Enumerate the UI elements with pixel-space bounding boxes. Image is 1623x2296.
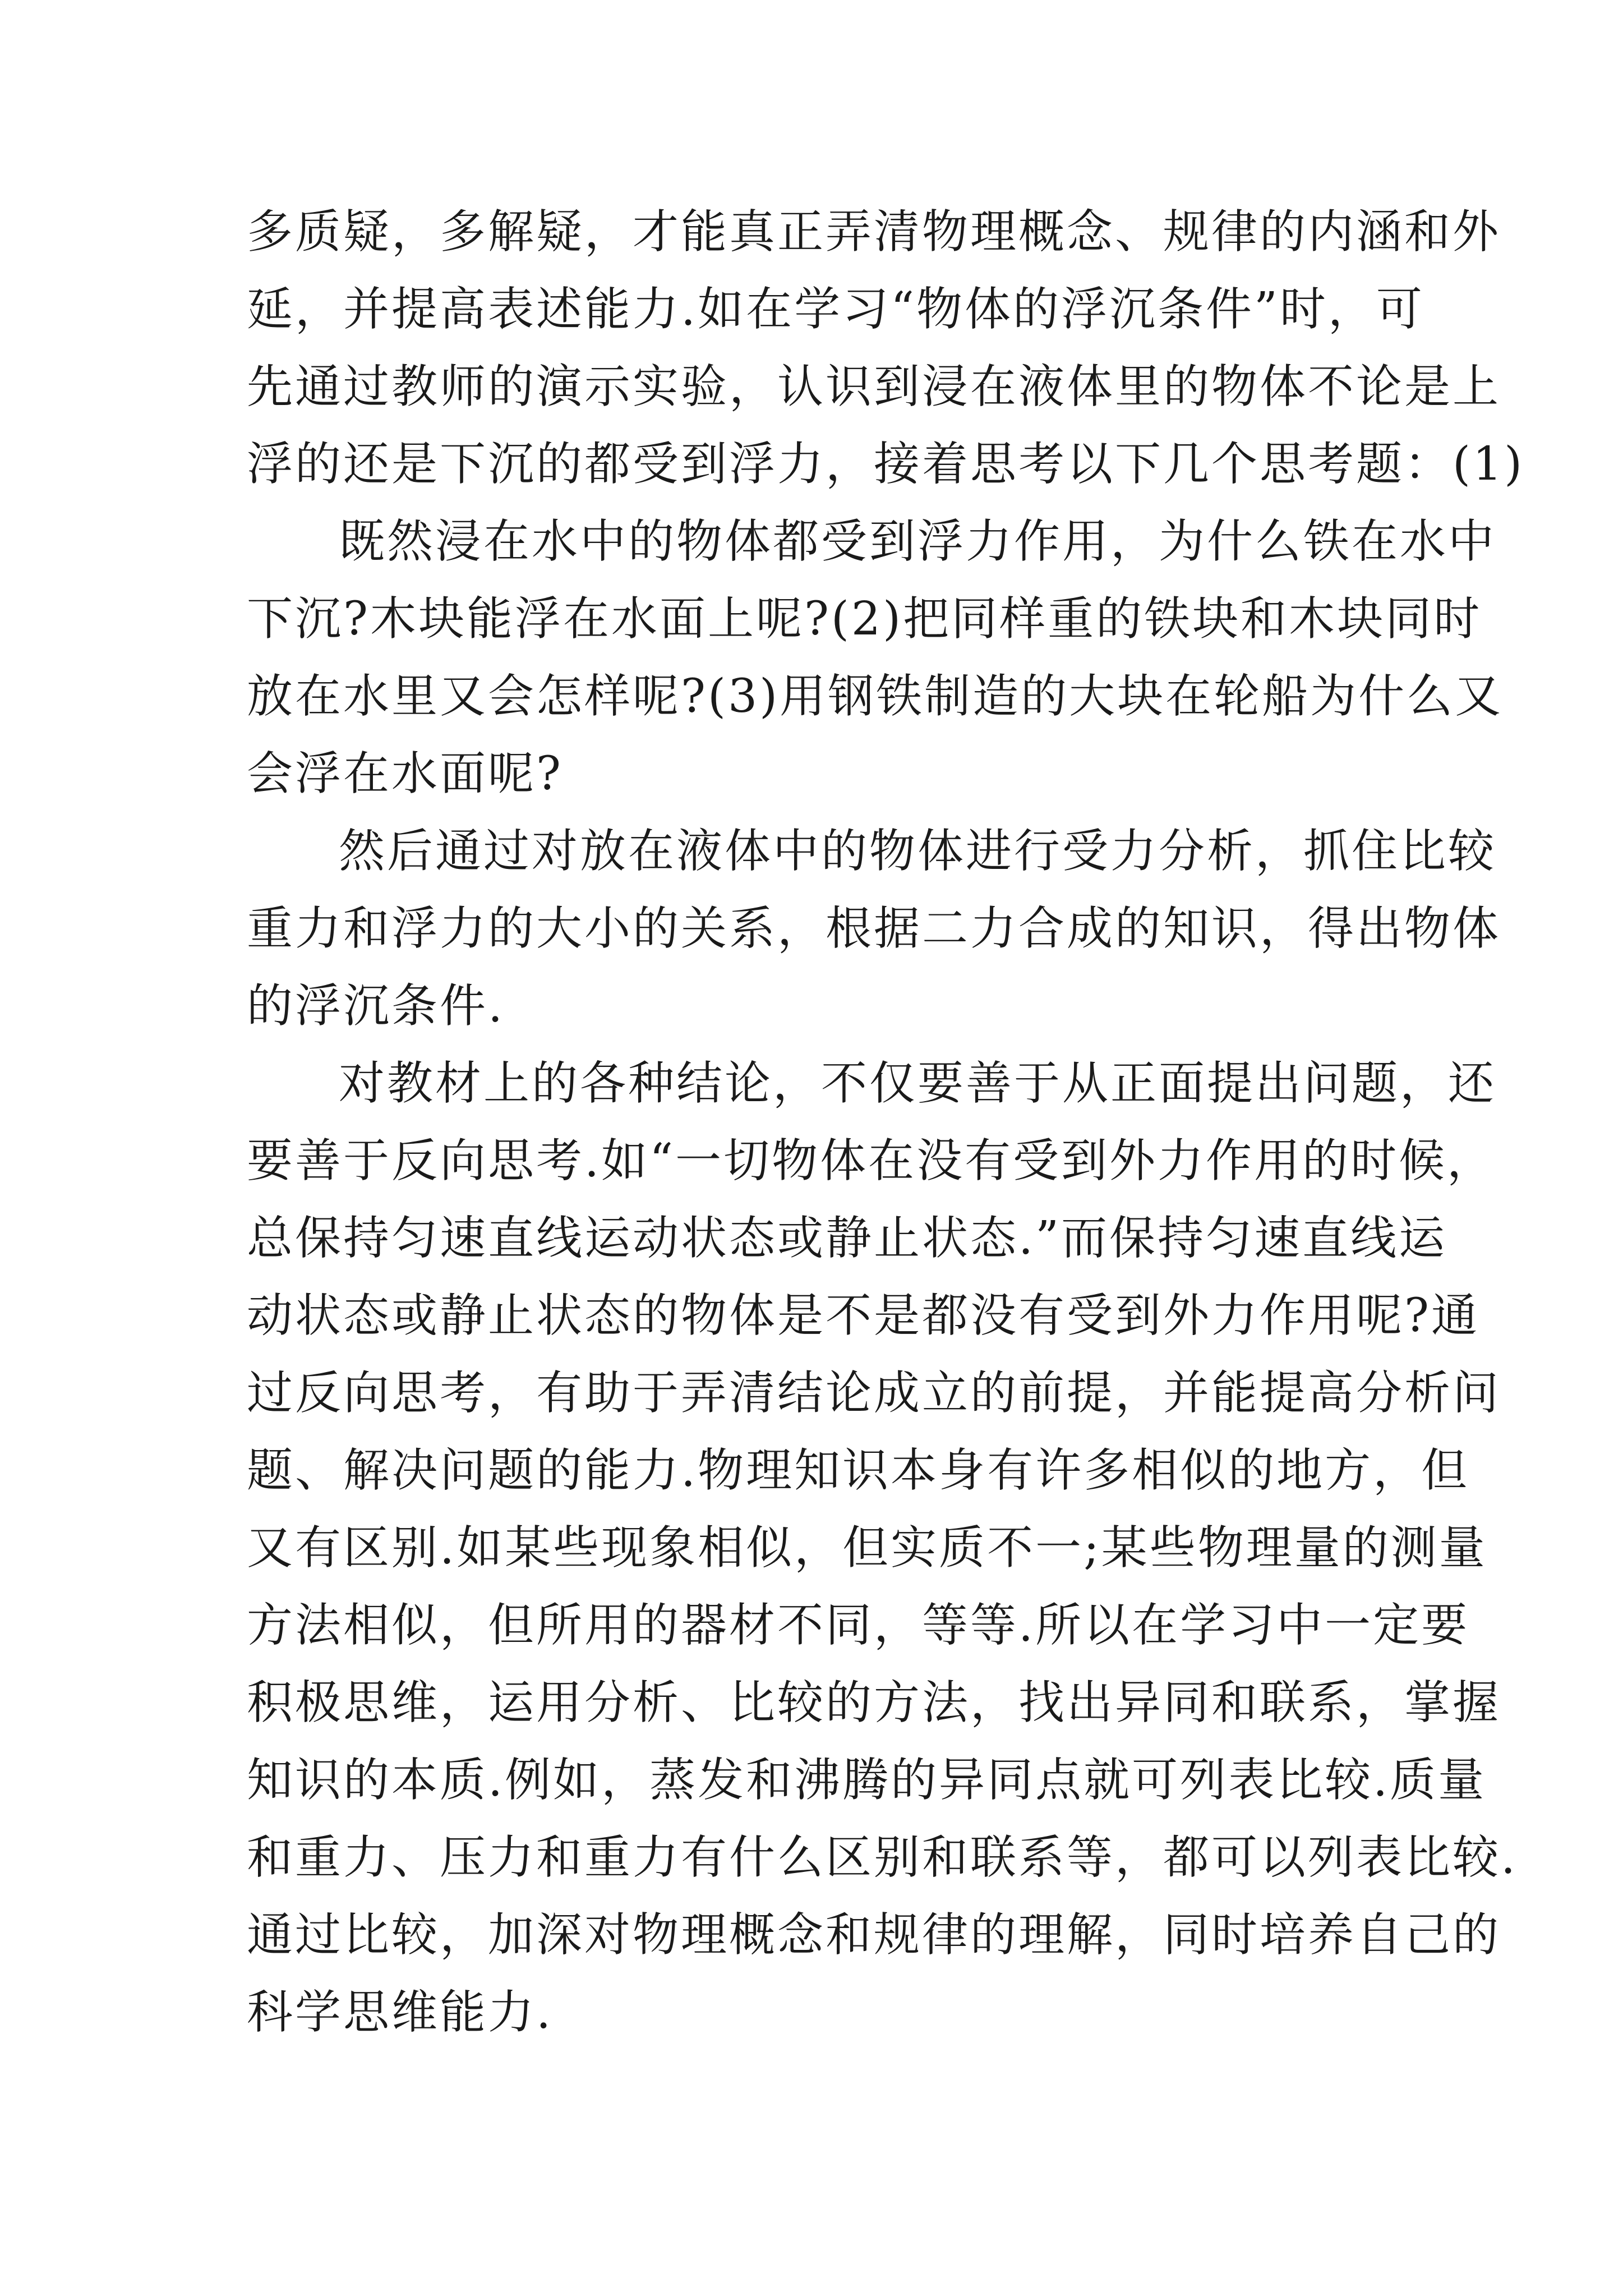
paragraph-2 [247, 503, 1504, 813]
text-line: 对教材上的各种结论，不仅要善于从正面提出问题，还 [339, 1057, 1497, 1110]
text-line: 放在水里又会怎样呢?(3)用钢铁制造的大块在轮船为什么又 [247, 670, 1504, 723]
text-line: 题、解决问题的能力.物理知识本身有许多相似的地方，但 [247, 1444, 1470, 1497]
text-line: 的浮沉条件. [247, 979, 505, 1033]
text-line: 动状态或静止状态的物体是不是都没有受到外力作用呢?通 [247, 1289, 1479, 1342]
text-line: 过反向思考，有助于弄清结论成立的前提，并能提高分析问 [247, 1366, 1501, 1420]
text-line: 重力和浮力的大小的关系，根据二力合成的知识，得出物体 [247, 902, 1501, 955]
text-line: 通过比较，加深对物理概念和规律的理解，同时培养自己的 [247, 1908, 1501, 1962]
text-line: 积极思维，运用分析、比较的方法，找出异同和联系，掌握 [247, 1676, 1501, 1729]
text-line: 方法相似，但所用的器材不同，等等.所以在学习中一定要 [247, 1599, 1470, 1652]
text-line: 科学思维能力. [247, 1986, 554, 2039]
text-line: 又有区别.如某些现象相似，但实质不一;某些物理量的测量 [247, 1521, 1487, 1575]
paragraph-1 [247, 194, 1525, 503]
body-text [247, 194, 1525, 2051]
text-line: 要善于反向思考.如“一切物体在没有受到外力作用的时候， [247, 1134, 1495, 1188]
text-line: 总保持匀速直线运动状态或静止状态.”而保持匀速直线运 [247, 1212, 1447, 1265]
text-line: 多质疑，多解疑，才能真正弄清物理概念、规律的内涵和外 [247, 205, 1501, 259]
text-line: 先通过教师的演示实验，认识到浸在液体里的物体不论是上 [247, 360, 1501, 413]
text-line: 延，并提高表述能力.如在学习“物体的浮沉条件”时，可 [247, 283, 1424, 336]
text-line: 会浮在水面呢? [247, 747, 563, 800]
paragraph-3 [247, 813, 1501, 1045]
text-line: 和重力、压力和重力有什么区别和联系等，都可以列表比较. [247, 1831, 1518, 1884]
text-line: 然后通过对放在液体中的物体进行受力分析，抓住比较 [339, 825, 1497, 878]
text-line: 既然浸在水中的物体都受到浮力作用，为什么铁在水中 [339, 515, 1497, 568]
text-line: 下沉?木块能浮在水面上呢?(2)把同样重的铁块和木块同时 [247, 592, 1482, 646]
text-line: 浮的还是下沉的都受到浮力，接着思考以下几个思考题：(1) [247, 438, 1525, 491]
text-line: 知识的本质.例如，蒸发和沸腾的异同点就可列表比较.质量 [247, 1754, 1487, 1807]
paragraph-4 [247, 1045, 1518, 2051]
